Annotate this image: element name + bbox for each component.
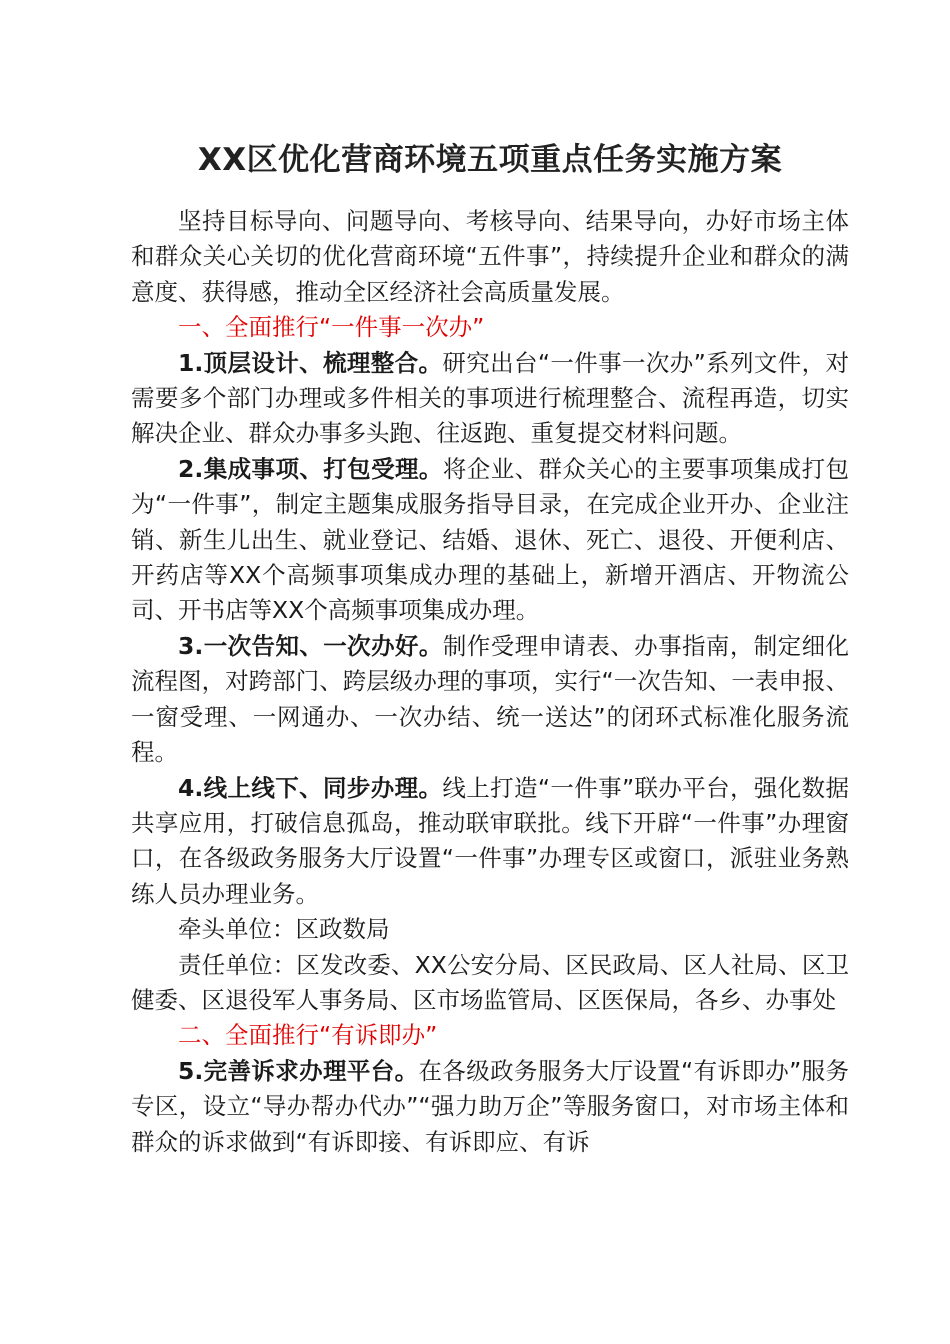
task-3-paragraph: [131, 629, 849, 771]
task-2-lead: 2.集成事项、打包受理。: [178, 454, 443, 483]
task-2-paragraph: [131, 452, 849, 629]
task-3-lead: 3.一次告知、一次办好。: [178, 631, 443, 660]
task-1-paragraph: [131, 346, 849, 452]
task-2-text: 将企业、群众关心的主要事项集成打包为“一件事”，制定主题集成服务指导目录，在完成企业开办、企业注销、新生儿出生、就业登记、结婚、退休、死亡、退役、开便利店、开药店等XX个高频事项集成办理的基础上，新增开酒店、开物流公司、开书店等XX个高频事项集成办理。: [131, 454, 850, 625]
task-4-text: 线上打造“一件事”联办平台，强化数据共享应用，打破信息孤岛，推动联审联批。线下开辟“一件事”办理窗口，在各级政务服务大厅设置“一件事”办理专区或窗口，派驻业务熟练人员办理业务。: [131, 773, 849, 908]
task-4-lead: 4.线上线下、同步办理。: [178, 773, 443, 802]
section-2-heading: 二、全面推行“有诉即办”: [178, 1021, 438, 1050]
task-5-lead: 5.完善诉求办理平台。: [178, 1056, 419, 1085]
task-4-paragraph: [131, 771, 849, 913]
task-5-paragraph: [131, 1054, 849, 1160]
document-title: XX区优化营商环境五项重点任务实施方案: [197, 142, 783, 178]
section-1-heading: 一、全面推行“一件事一次办”: [178, 313, 485, 342]
task-3-text: 制作受理申请表、办事指南，制定细化流程图，对跨部门、跨层级办理的事项，实行“一次告知、一表申报、一窗受理、一网通办、一次办结、统一送达”的闭环式标准化服务流程。: [131, 631, 850, 767]
responsible-units-line: 责任单位：区发改委、XX公安分局、区民政局、区人社局、区卫健委、区退役军人事务局、区市场监管局、区医保局，各乡、办事处: [131, 950, 849, 1014]
task-5-text: 在各级政务服务大厅设置“有诉即办”服务专区，设立“导办帮办代办”“强力助万企”等服务窗口，对市场主体和群众的诉求做到“有诉即接、有诉即应、有诉: [131, 1056, 849, 1156]
lead-unit-line: 牵头单位：区政数局: [178, 915, 390, 944]
task-1-text: 研究出台“一件事一次办”系列文件，对需要多个部门办理或多件相关的事项进行梳理整合、流程再造，切实解决企业、群众办事多头跑、往返跑、重复提交材料问题。: [131, 348, 849, 448]
intro-paragraph: 坚持目标导向、问题导向、考核导向、结果导向，办好市场主体和群众关心关切的优化营商环境“五件事”，持续提升企业和群众的满意度、获得感，推动全区经济社会高质量发展。: [131, 207, 849, 306]
task-1-lead: 1.顶层设计、梳理整合。: [178, 348, 443, 377]
document-page: [131, 138, 849, 1160]
